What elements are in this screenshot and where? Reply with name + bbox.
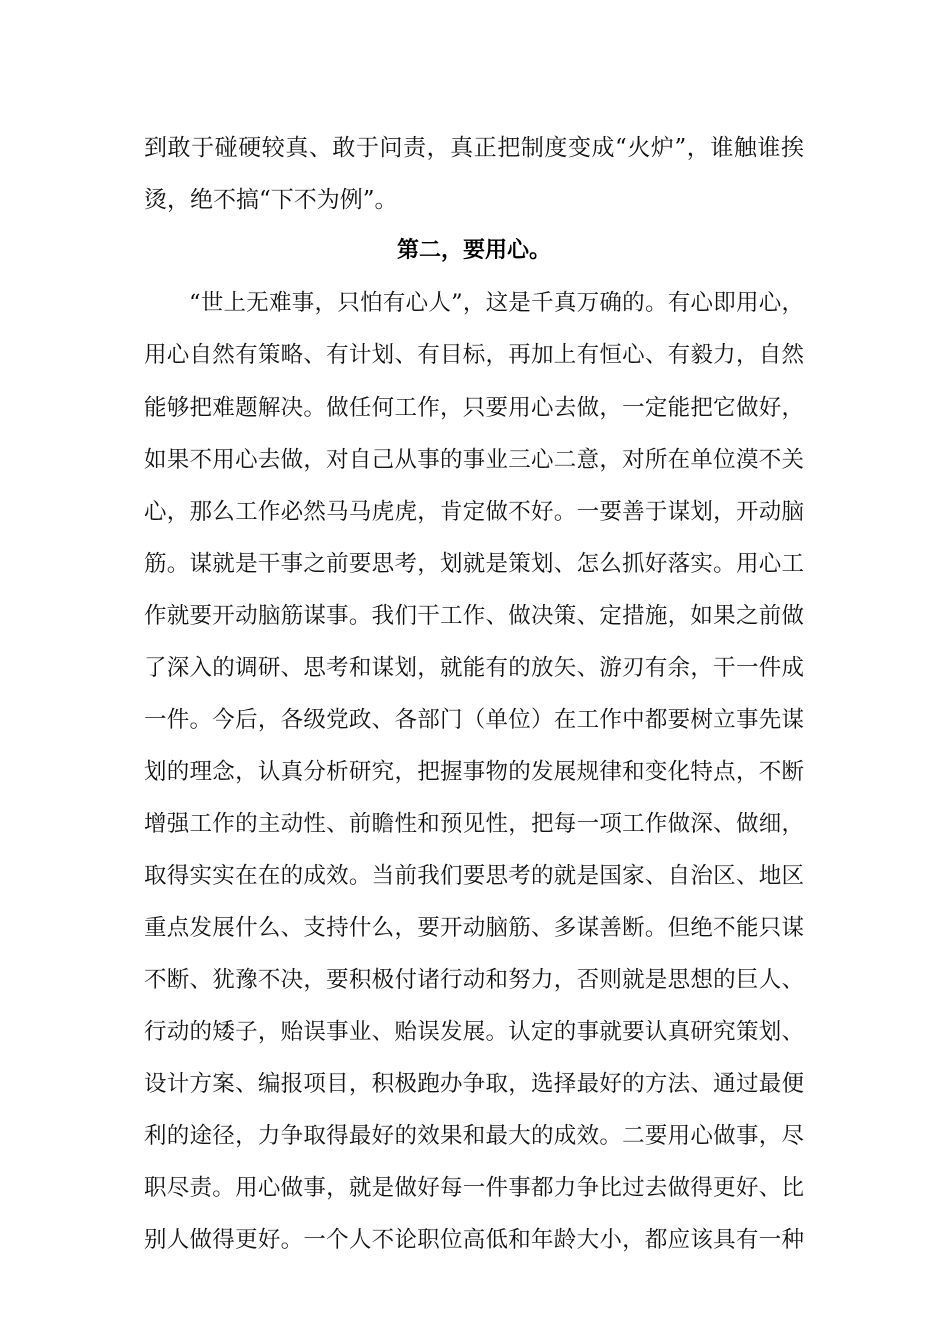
paragraph-line: 到敢于碰硬较真、敢于问责，真正把制度变成“火炉”，谁触谁挨 [144, 135, 804, 161]
paragraph-line: 职尽责。用心做事，就是做好每一件事都力争比过去做得更好、比 [144, 1175, 804, 1201]
paragraph-line: 用心自然有策略、有计划、有目标，再加上有恒心、有毅力，自然 [144, 342, 804, 368]
paragraph-line: 能够把难题解决。做任何工作，只要用心去做，一定能把它做好， [144, 395, 804, 421]
paragraph-line: 心，那么工作必然马马虎虎，肯定做不好。一要善于谋划，开动脑 [144, 499, 804, 525]
section-heading: 第二，要用心。 [396, 238, 551, 263]
paragraph-line: 不断、犹豫不决，要积极付诸行动和努力，否则就是思想的巨人、 [144, 967, 804, 993]
paragraph-line: 作就要开动脑筋谋事。我们干工作、做决策、定措施，如果之前做 [144, 603, 804, 629]
paragraph-line: 一件。今后，各级党政、各部门（单位）在工作中都要树立事先谋 [144, 707, 804, 733]
paragraph-line: 设计方案、编报项目，积极跑办争取，选择最好的方法、通过最便 [144, 1071, 804, 1097]
paragraph-line: 别人做得更好。一个人不论职位高低和年龄大小，都应该具有一种 [144, 1227, 804, 1253]
paragraph-line: 烫，绝不搞“下不为例”。 [144, 187, 398, 213]
paragraph-line: 取得实实在在的成效。当前我们要思考的就是国家、自治区、地区 [144, 863, 804, 889]
paragraph-line: 如果不用心去做，对自己从事的事业三心二意，对所在单位漠不关 [144, 447, 804, 473]
paragraph-line: 重点发展什么、支持什么，要开动脑筋、多谋善断。但绝不能只谋 [144, 915, 804, 941]
paragraph-line: 增强工作的主动性、前瞻性和预见性，把每一项工作做深、做细， [144, 811, 804, 837]
paragraph-line: 筋。谋就是干事之前要思考，划就是策划、怎么抓好落实。用心工 [144, 551, 804, 577]
paragraph-line: 了深入的调研、思考和谋划，就能有的放矢、游刃有余，干一件成 [144, 655, 804, 681]
paragraph-first-line: “世上无难事，只怕有心人”，这是千真万确的。有心即用心， [189, 290, 804, 316]
paragraph-line: 划的理念，认真分析研究，把握事物的发展规律和变化特点，不断 [144, 759, 804, 785]
paragraph-line: 利的途径，力争取得最好的效果和最大的成效。二要用心做事，尽 [144, 1123, 804, 1149]
paragraph-line: 行动的矮子，贻误事业、贻误发展。认定的事就要认真研究策划、 [144, 1019, 804, 1045]
